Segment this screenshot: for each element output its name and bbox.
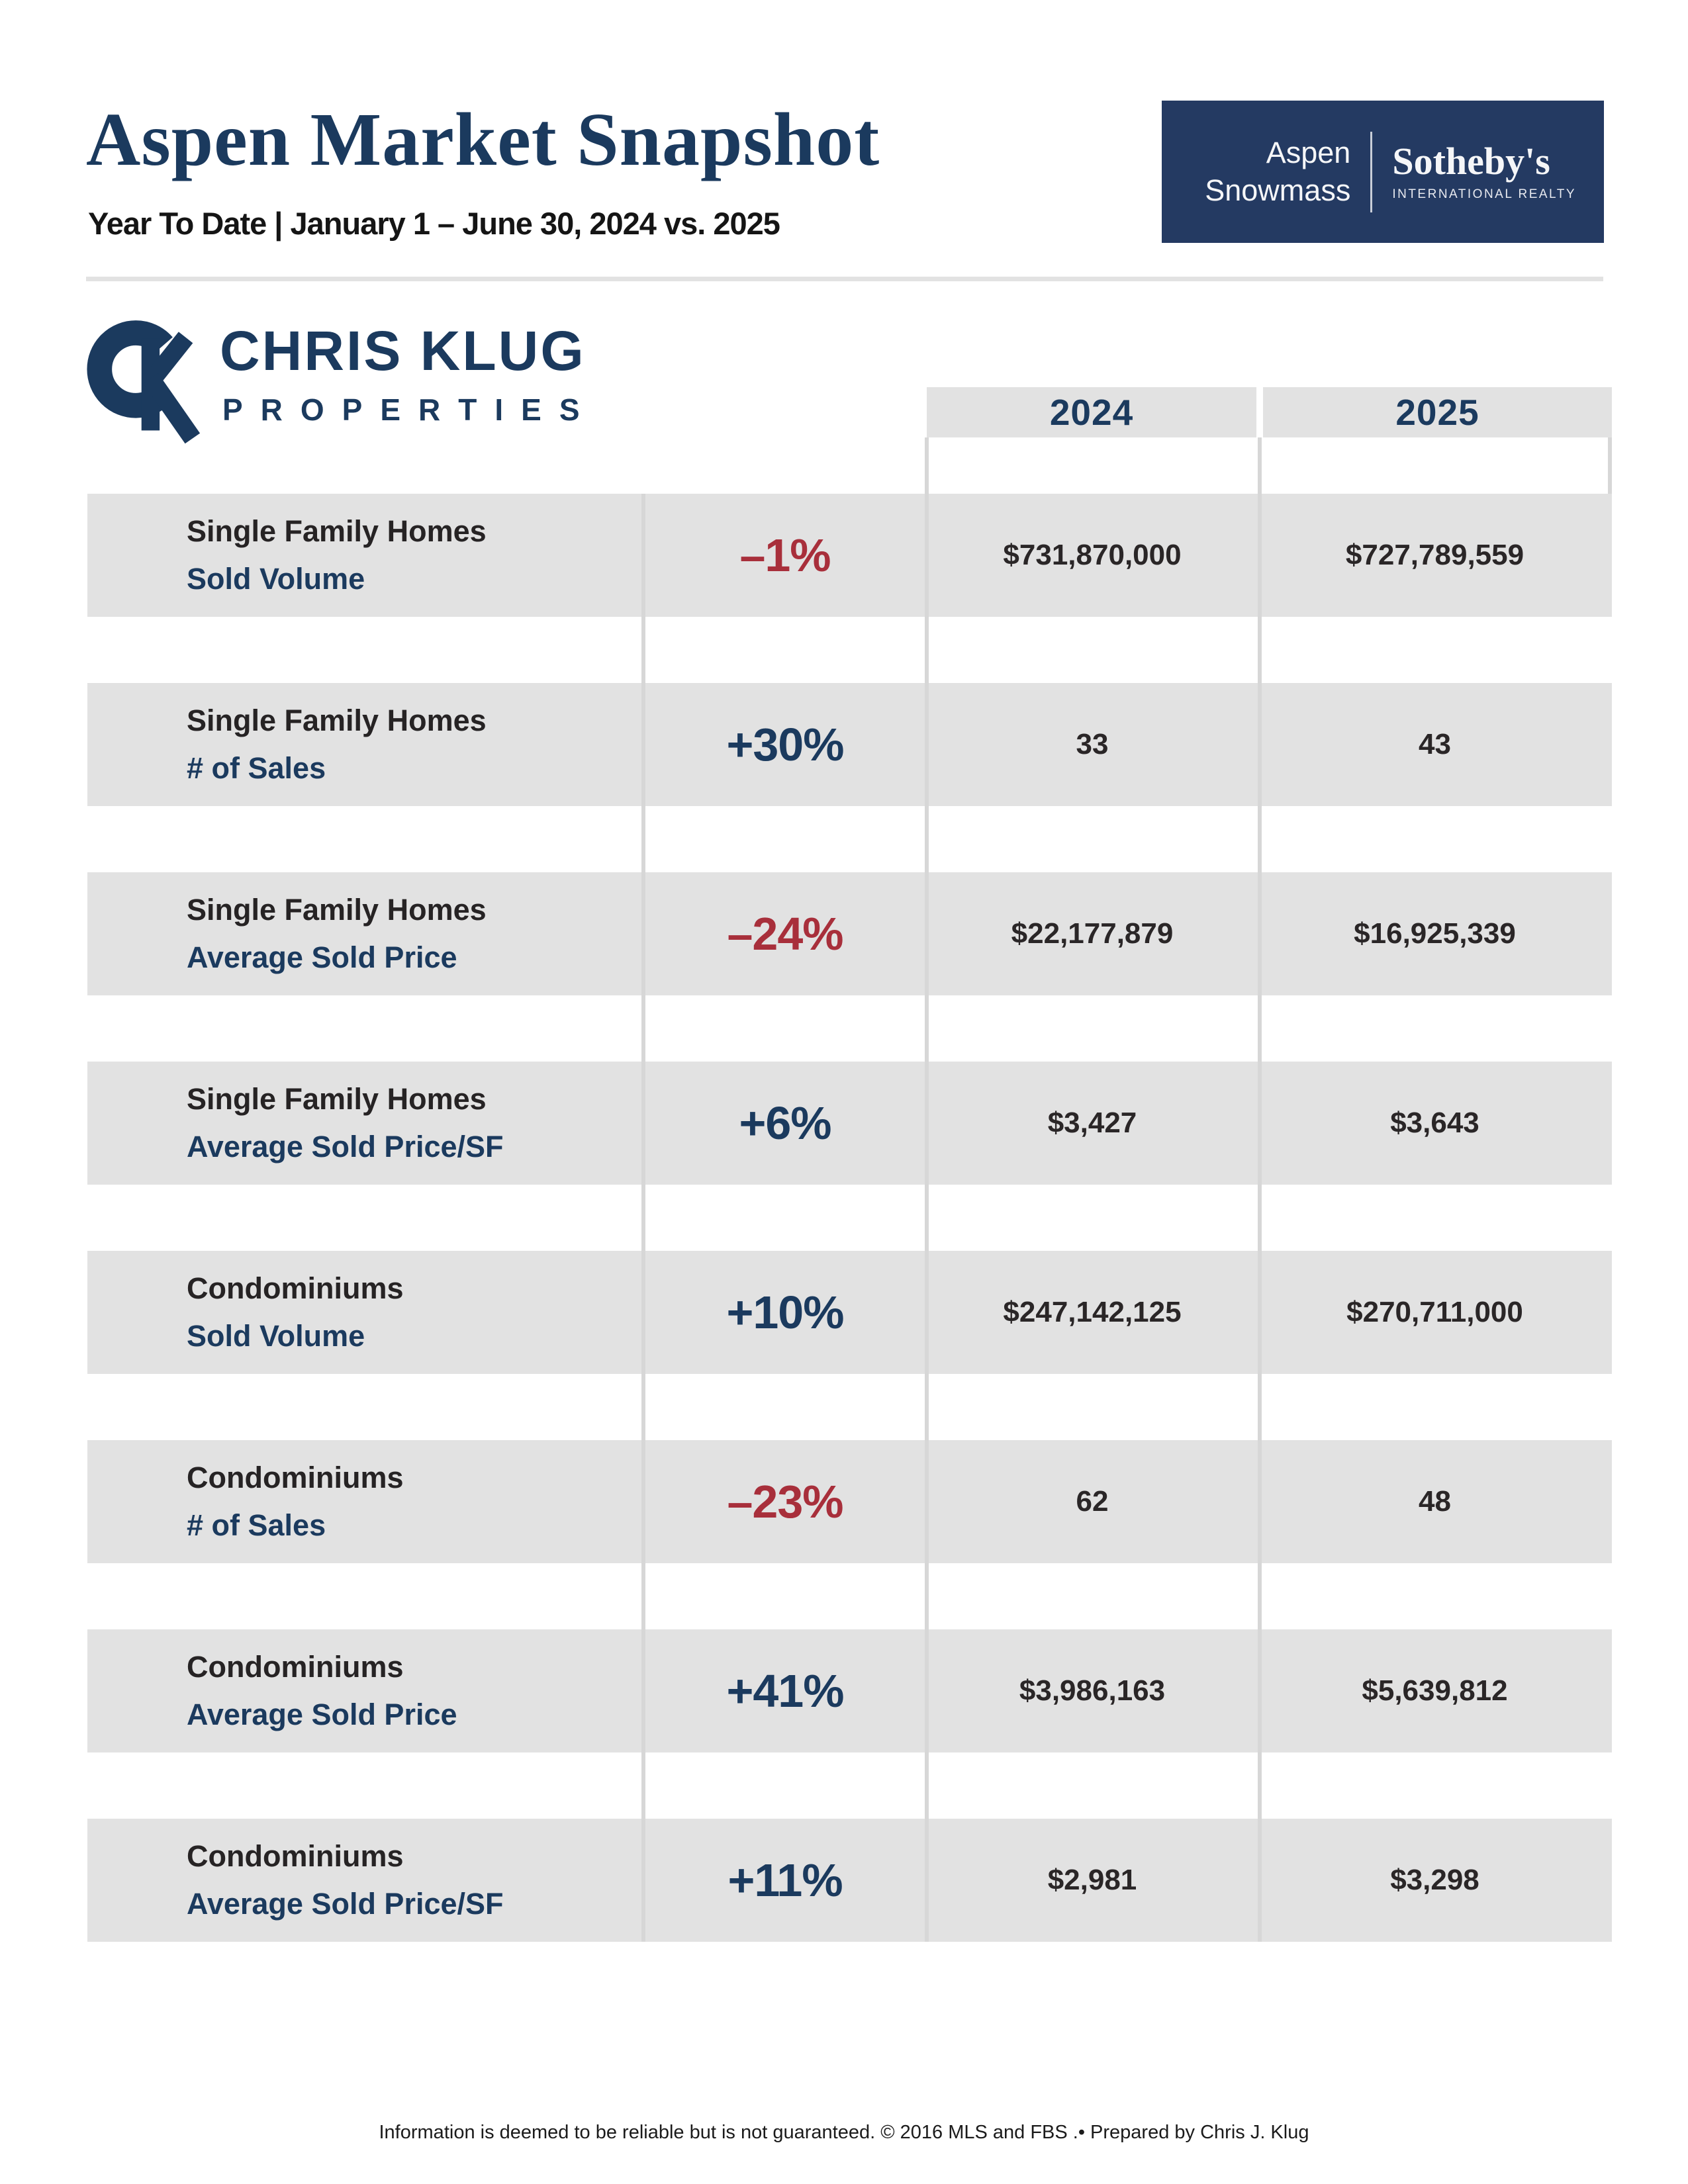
row-category: Condominiums xyxy=(187,1650,404,1684)
column-header-2025: 2025 xyxy=(1263,387,1612,437)
row-category: Condominiums xyxy=(187,1271,404,1305)
row-value-2024: 62 xyxy=(1076,1485,1109,1518)
brand-company-subtitle: INTERNATIONAL REALTY xyxy=(1392,187,1576,201)
row-change-pct: +41% xyxy=(726,1665,844,1717)
row-value-2024: $3,427 xyxy=(1047,1107,1137,1139)
row-metric: # of Sales xyxy=(187,751,326,785)
row-change-pct: +30% xyxy=(726,719,844,770)
row-metric: # of Sales xyxy=(187,1508,326,1542)
brand-market-line1: Aspen xyxy=(1266,136,1351,170)
row-value-2025: $3,298 xyxy=(1390,1864,1479,1896)
sothebys-brand-box xyxy=(1162,101,1604,243)
row-category: Single Family Homes xyxy=(187,514,487,548)
row-change-pct: –1% xyxy=(739,529,831,581)
row-label xyxy=(87,1819,643,1942)
row-value-2025: $727,789,559 xyxy=(1345,539,1524,571)
brand-company-name: Sotheby's xyxy=(1392,139,1550,183)
page-title: Aspen Market Snapshot xyxy=(86,97,880,181)
grid-line-2024-2025 xyxy=(1258,437,1262,1942)
row-change-pct: +11% xyxy=(727,1854,843,1906)
row-label xyxy=(87,1629,643,1752)
row-value-2025: $3,643 xyxy=(1390,1107,1479,1139)
row-metric: Sold Volume xyxy=(187,562,365,596)
row-category: Condominiums xyxy=(187,1461,404,1494)
row-value-2024: $247,142,125 xyxy=(1003,1296,1182,1328)
row-value-2024: $3,986,163 xyxy=(1019,1674,1166,1707)
grid-line-pct-2024 xyxy=(925,437,929,1942)
row-change-pct: –24% xyxy=(727,908,843,960)
row-value-2025: $16,925,339 xyxy=(1354,917,1516,950)
row-value-2025: 43 xyxy=(1419,728,1451,760)
row-metric: Sold Volume xyxy=(187,1319,365,1353)
chris-klug-logo-name: CHRIS KLUG xyxy=(220,320,586,382)
header-divider-rule xyxy=(86,277,1603,281)
table-row xyxy=(87,1062,1612,1185)
page-subtitle: Year To Date | January 1 – June 30, 2024 vs. 2025 xyxy=(88,206,780,241)
row-value-2024: $22,177,879 xyxy=(1011,917,1174,950)
table-row xyxy=(87,872,1612,995)
row-change-pct: +6% xyxy=(739,1097,831,1149)
row-category: Single Family Homes xyxy=(187,893,487,927)
row-label xyxy=(87,872,643,995)
row-metric: Average Sold Price xyxy=(187,1698,457,1731)
brand-market-line2: Snowmass xyxy=(1205,173,1351,207)
row-metric: Average Sold Price/SF xyxy=(187,1130,504,1163)
brand-market-name xyxy=(1205,134,1350,209)
row-metric: Average Sold Price xyxy=(187,940,457,974)
row-value-2024: 33 xyxy=(1076,728,1109,760)
table-row xyxy=(87,1819,1612,1942)
row-label xyxy=(87,494,643,617)
row-value-2025: 48 xyxy=(1419,1485,1451,1518)
chris-klug-logo-tagline: PROPERTIES xyxy=(222,392,598,427)
row-metric: Average Sold Price/SF xyxy=(187,1887,504,1921)
table-row xyxy=(87,683,1612,806)
row-value-2025: $270,711,000 xyxy=(1346,1296,1523,1328)
row-value-2024: $731,870,000 xyxy=(1003,539,1182,571)
table-row xyxy=(87,1251,1612,1374)
row-change-pct: –23% xyxy=(727,1476,843,1527)
row-category: Single Family Homes xyxy=(187,1082,487,1116)
row-label xyxy=(87,683,643,806)
brand-company-block xyxy=(1392,139,1576,202)
table-row xyxy=(87,1629,1612,1752)
row-category: Condominiums xyxy=(187,1839,404,1873)
column-header-2024: 2024 xyxy=(927,387,1256,437)
row-label xyxy=(87,1062,643,1185)
disclaimer-footer: Information is deemed to be reliable but is not guaranteed. © 2016 MLS and FBS .• Prepared by Chris J. Klug xyxy=(379,2122,1309,2143)
row-value-2024: $2,981 xyxy=(1047,1864,1137,1896)
grid-line-label-pct xyxy=(641,494,645,1942)
row-category: Single Family Homes xyxy=(187,704,487,737)
table-row xyxy=(87,1440,1612,1563)
row-label xyxy=(87,1251,643,1374)
row-value-2025: $5,639,812 xyxy=(1362,1674,1508,1707)
row-label xyxy=(87,1440,643,1563)
table-row xyxy=(87,494,1612,617)
brand-divider xyxy=(1370,132,1372,212)
chris-klug-monogram-icon xyxy=(85,311,204,450)
row-change-pct: +10% xyxy=(726,1287,844,1338)
grid-line-right-edge xyxy=(1608,437,1612,494)
